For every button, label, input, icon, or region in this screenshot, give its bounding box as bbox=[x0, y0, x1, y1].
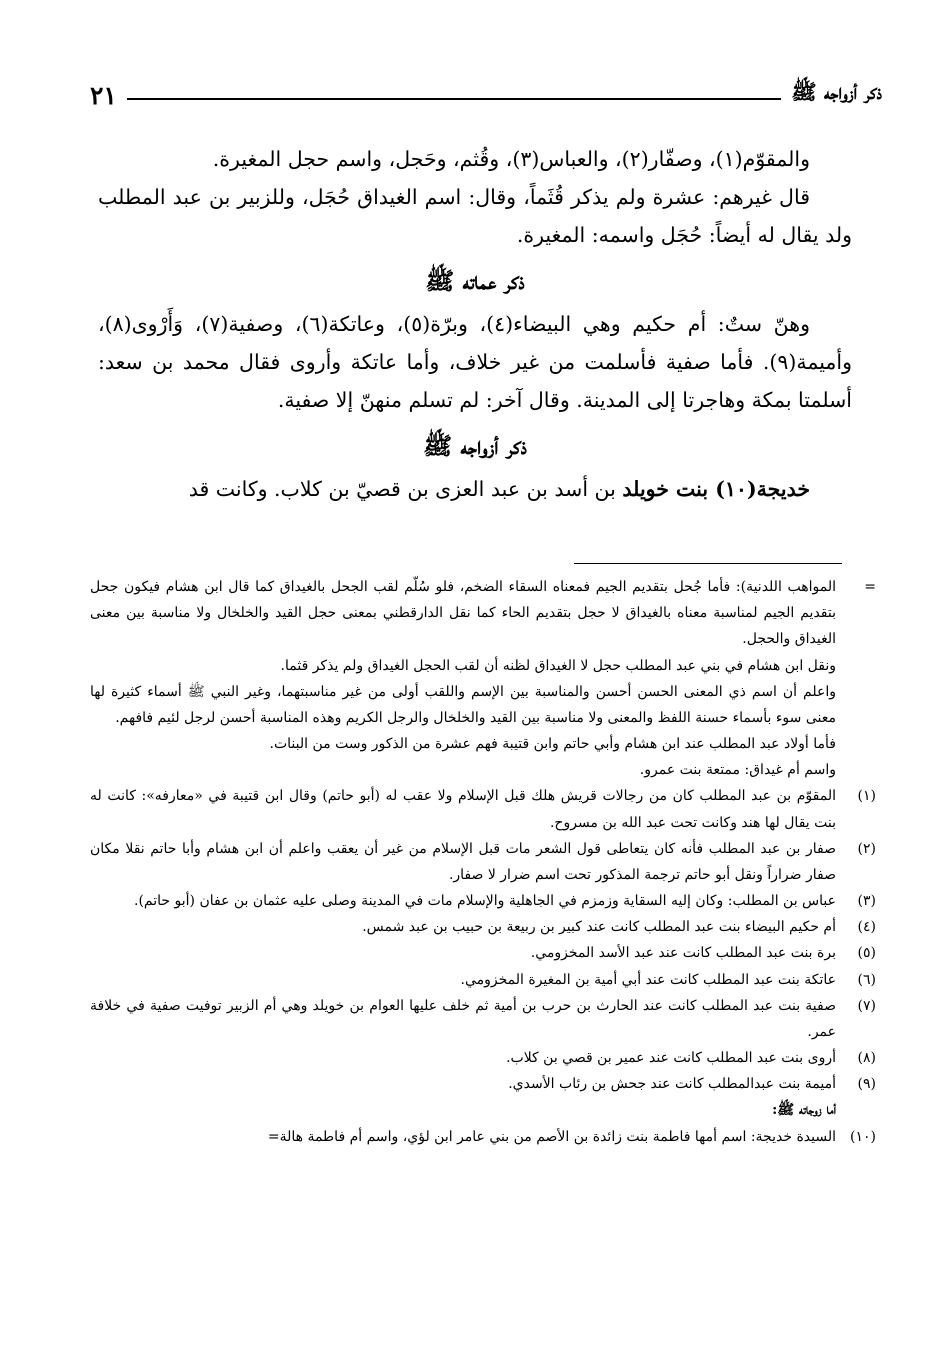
footnote-number: (٣) bbox=[857, 893, 876, 910]
footnote-paragraph: فأما أولاد عبد المطلب عند ابن هشام وأبي حاتم وابن قتيبة فهم عشرة من الذكور وست من البنات. bbox=[269, 736, 836, 753]
footnote-text: المقوّم بن عبد المطلب كان من رجالات قريش هلك قبل الإسلام ولا عقب له (أبو حاتم) وقال ابن قتيبة في «معارفه»: كانت له بنت يقال لها هند وكانت تحت عبد الله بن مسروح. bbox=[90, 788, 836, 831]
footnote-text: أم حكيم البيضاء بنت عبد المطلب كانت عند كبير بن ربيعة بن حبيب بن عبد شمس. bbox=[362, 919, 836, 936]
footnote-text: أروى بنت عبد المطلب كانت عند عمير بن قصي بن كلاب. bbox=[506, 1050, 836, 1067]
footnote-text: عباس بن المطلب: وكان إليه السقاية وزمزم في الجاهلية والإسلام مات في المدينة وصلى عليه عثمان بن عفان (أبو حاتم). bbox=[134, 893, 836, 910]
footnotes bbox=[90, 574, 876, 1150]
paragraph-sons: والمقوّم(١)، وصفّار(٢)، والعباس(٣)، وقُثم، وحَجل، واسم حجل المغيرة. bbox=[212, 147, 810, 171]
footnote-text: السيدة خديجة: اسم أمها فاطمة بنت زائدة بن الأصم من بني عامر ابن لؤي، واسم أم فاطمة هالة= bbox=[267, 1128, 836, 1145]
footnote-number: (٤) bbox=[857, 919, 876, 936]
footnote-item bbox=[90, 993, 876, 1045]
paragraph-aunts: وهنّ ستٌ: أم حكيم وهي البيضاء(٤)، وبرّة(٥)، وعاتكة(٦)، وصفية(٧)، وَأَرْوى(٨)، وأميمة(٩). فأما صفية فأسلمت من غير خلاف، وأما عاتكة وأروى فقال محمد بن سعد: أسلمتا بمكة وهاجرتا إلى المدينة. وقال آخر: لم تسلم منهنّ إلا صفية. bbox=[98, 311, 852, 413]
footnote-item bbox=[90, 1045, 876, 1071]
footnote-number: (١) bbox=[857, 788, 876, 805]
footnote-item bbox=[90, 940, 876, 966]
footnote-item bbox=[90, 914, 876, 940]
footnote-item bbox=[90, 888, 876, 914]
footnote-subheading: أما زوجاته ﷺ: bbox=[772, 1102, 836, 1119]
footnote-number: (١٠) bbox=[850, 1128, 876, 1145]
footnote-continuation bbox=[90, 574, 876, 653]
page-number: ٢١ bbox=[90, 81, 117, 110]
footnote-paragraph: واعلم أن اسم ذي المعنى الحسن أحسن والمناسبة بين الإسم واللقب أولى من غير مناسبتهما، وغير النبي ﷺ أسماء كثيرة لها معنى سوء بأسماء حسنة اللفظ والمعنى ولا مناسبة بين القيد والخلخال والرجل الكريم وهذه المناسبة أحسن لرجل لئيم فافهم. bbox=[90, 683, 836, 726]
main-text bbox=[98, 140, 852, 508]
footnote-text: عاتكة بنت عبد المطلب كانت عند أبي أمية بن المغيرة المخزومي. bbox=[460, 971, 836, 988]
footnote-text: أميمة بنت عبدالمطلب كانت عند جحش بن رئاب الأسدي. bbox=[508, 1076, 836, 1093]
footnote-text: صفار بن عبد المطلب فأنه كان يتعاطى قول الشعر مات قبل الإسلام من غير أن يعقب واعلم أن ابن هشام وأبا حاتم نقلا مكان صفار ضراراً ونقل أبو حاتم ترجمة المذكور تحت اسم ضرار لا صفار. bbox=[90, 840, 836, 883]
heading-wives: ذكر أزواجه ﷺ bbox=[423, 431, 527, 461]
paragraph-khadija bbox=[98, 470, 852, 508]
footnote-separator bbox=[574, 563, 842, 564]
header-rule bbox=[127, 98, 781, 100]
footnote-paragraph: ونقل ابن هشام في بني عبد المطلب حجل لا الغيداق لظنه أن لقب الحجل الغيداق ولم يذكر قثما. bbox=[280, 657, 836, 674]
khadija-lineage: بن أسد بن عبد العزى بن قصيّ بن كلاب. وكانت قد bbox=[188, 476, 623, 501]
footnote-text: صفية بنت عبد المطلب كانت عند الحارث بن حرب بن أمية ثم خلف عليها العوام بن خويلد وهي أم الزبير توفيت صفية في خلافة عمر. bbox=[90, 997, 836, 1040]
footnote-item bbox=[90, 1124, 876, 1150]
footnote-number: (٢) bbox=[857, 840, 876, 857]
paragraph-others: قال غيرهم: عشرة ولم يذكر قُثَماً، وقال: اسم الغيداق حُجَل، وللزبير بن عبد المطلب ولد يقال له أيضاً: حُجَل واسمه: المغيرة. bbox=[98, 185, 852, 248]
footnote-number: (٥) bbox=[857, 945, 876, 962]
footnote-item bbox=[90, 836, 876, 888]
footnote-number: (٦) bbox=[857, 971, 876, 988]
heading-aunts: ذكر عماته ﷺ bbox=[425, 266, 525, 296]
khadija-name: خديجة(١٠) بنت خويلد bbox=[622, 476, 810, 501]
footnote-number: (٨) bbox=[857, 1050, 876, 1067]
continuation-text: المواهب اللدنية): فأما جُحل بتقديم الجيم فمعناه السقاء الضخم، فلو سُلّم لقب الجحل بالغيداق كما قال ابن هشام فيكون جحل بتقديم الجيم لمناسبة معناه بالغيداق لا حجل بتقديم الحاء كما نقل الدارقطني بمعنى حجل القيد والخلخال ولا مناسبة بين معنى الغيداق والحجل. bbox=[90, 579, 836, 648]
running-title: ذكر أزواجه ﷺ bbox=[791, 79, 882, 104]
footnote-number: (٩) bbox=[857, 1076, 876, 1093]
footnote-number: (٧) bbox=[857, 997, 876, 1014]
page-header bbox=[90, 66, 882, 110]
footnote-paragraph: واسم أم غيداق: ممتعة بنت عمرو. bbox=[639, 762, 836, 779]
footnote-item bbox=[90, 1071, 876, 1097]
footnote-item bbox=[90, 967, 876, 993]
footnote-text: برة بنت عبد المطلب كانت عند عبد الأسد المخزومي. bbox=[530, 945, 836, 962]
footnote-item bbox=[90, 783, 876, 835]
continuation-mark: = bbox=[864, 579, 876, 595]
